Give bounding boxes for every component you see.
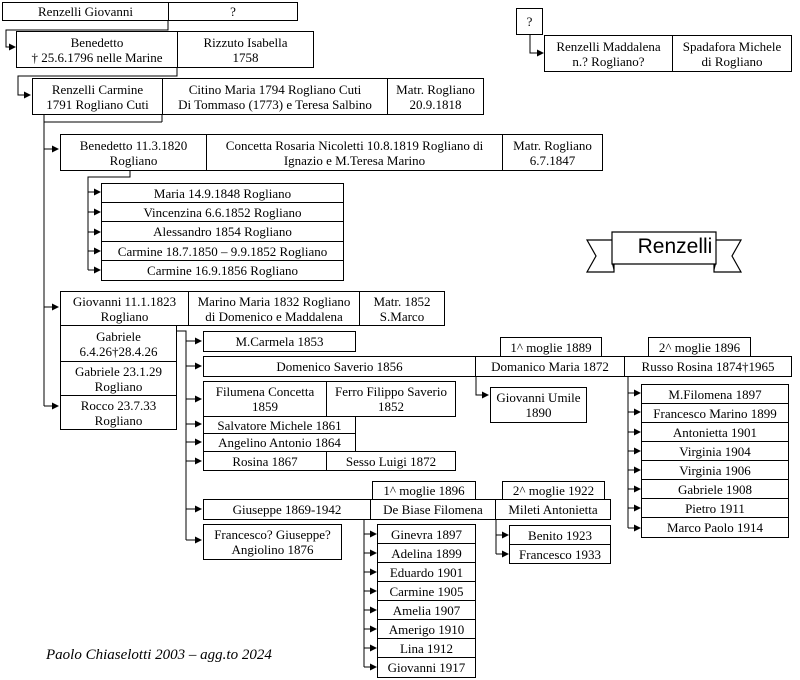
label-domenico-wife1: 1^ moglie 1889 <box>500 337 602 357</box>
person-renzelli-maddalena: Renzelli Maddalena n.? Rogliano? <box>544 35 673 72</box>
spouse-de-biase-filomena: De Biase Filomena <box>370 499 496 520</box>
spouse-rizzuto-isabella: Rizzuto Isabella 1758 <box>177 31 314 68</box>
child-carmine-1850: Carmine 18.7.1850 – 9.9.1852 Rogliano <box>101 241 344 261</box>
child-domenico-saverio: Domenico Saverio 1856 <box>203 356 476 377</box>
spouse-sesso-luigi: Sesso Luigi 1872 <box>326 451 456 471</box>
child-gabriele-1908: Gabriele 1908 <box>641 479 789 499</box>
sibling-rocco-1833: Rocco 23.7.33 Rogliano <box>60 395 177 430</box>
spouse-nicoletti-concetta: Concetta Rosaria Nicoletti 10.8.1819 Rogliano di Ignazio e M.Teresa Marino <box>206 134 503 171</box>
child-amelia-1907: Amelia 1907 <box>377 600 476 620</box>
child-filumena-concetta: Filumena Concetta 1859 <box>203 381 327 417</box>
sibling-gabriele-1826: Gabriele 6.4.26†28.4.26 <box>60 325 177 362</box>
title-text: Renzelli <box>637 235 713 258</box>
spouse-russo-rosina: Russo Rosina 1874†1965 <box>624 356 792 377</box>
child-alessandro-1854: Alessandro 1854 Rogliano <box>101 221 344 242</box>
child-adelina-1899: Adelina 1899 <box>377 543 476 563</box>
child-salvatore-michele: Salvatore Michele 1861 <box>203 416 356 434</box>
marriage-smarco-1852: Matr. 1852 S.Marco <box>359 291 445 326</box>
author-credit: Paolo Chiaselotti 2003 – agg.to 2024 <box>46 647 272 663</box>
spouse-spadafora-michele: Spadafora Michele di Rogliano <box>672 35 792 72</box>
spouse-marino-maria: Marino Maria 1832 Rogliano di Domenico e Maddalena <box>188 291 360 326</box>
unknown-root: ? <box>516 8 543 35</box>
child-francesco-1933: Francesco 1933 <box>509 544 611 564</box>
child-angelino-antonio: Angelino Antonio 1864 <box>203 433 356 452</box>
child-amerigo-1910: Amerigo 1910 <box>377 619 476 639</box>
child-eduardo-1901: Eduardo 1901 <box>377 562 476 582</box>
child-pietro-1911: Pietro 1911 <box>641 498 789 518</box>
child-antonietta-1901: Antonietta 1901 <box>641 422 789 442</box>
child-francesco-marino-1899: Francesco Marino 1899 <box>641 403 789 423</box>
person-benedetto-1820: Benedetto 11.3.1820 Rogliano <box>60 134 207 171</box>
spouse-citino-maria: Citino Maria 1794 Rogliano Cuti Di Tommaso (1773) e Teresa Salbino <box>162 78 388 115</box>
child-virginia-1904: Virginia 1904 <box>641 441 789 461</box>
person-renzelli-giovanni: Renzelli Giovanni <box>2 2 169 21</box>
child-mcarmela-1853: M.Carmela 1853 <box>203 331 356 352</box>
spouse-mileti-antonietta: Mileti Antonietta <box>495 499 611 520</box>
spouse-unknown: ? <box>168 2 298 21</box>
child-mfilomena-1897: M.Filomena 1897 <box>641 384 789 404</box>
child-benito-1923: Benito 1923 <box>509 525 611 545</box>
person-benedetto-1796: Benedetto † 25.6.1796 nelle Marine <box>16 31 178 68</box>
marriage-rogliano-1847: Matr. Rogliano 6.7.1847 <box>502 134 603 171</box>
child-maria-1848: Maria 14.9.1848 Rogliano <box>101 183 344 203</box>
child-marco-paolo-1914: Marco Paolo 1914 <box>641 517 789 538</box>
marriage-rogliano-1818: Matr. Rogliano 20.9.1818 <box>387 78 484 115</box>
child-lina-1912: Lina 1912 <box>377 638 476 658</box>
child-ginevra-1897: Ginevra 1897 <box>377 524 476 544</box>
label-giuseppe-wife2: 2^ moglie 1922 <box>502 481 605 500</box>
spouse-ferro-filippo: Ferro Filippo Saverio 1852 <box>326 381 456 417</box>
person-giovanni-1823: Giovanni 11.1.1823 Rogliano <box>60 291 189 326</box>
child-rosina-1867: Rosina 1867 <box>203 451 327 471</box>
spouse-domanico-maria: Domanico Maria 1872 <box>475 356 625 377</box>
person-renzelli-carmine: Renzelli Carmine 1791 Rogliano Cuti <box>32 78 163 115</box>
child-carmine-1856: Carmine 16.9.1856 Rogliano <box>101 260 344 281</box>
child-virginia-1906: Virginia 1906 <box>641 460 789 480</box>
child-vincenzina-1852: Vincenzina 6.6.1852 Rogliano <box>101 202 344 222</box>
child-giovanni-1917: Giovanni 1917 <box>377 657 476 678</box>
child-giovanni-umile: Giovanni Umile 1890 <box>490 387 587 423</box>
child-francesco-giuseppe: Francesco? Giuseppe? Angiolino 1876 <box>203 524 342 560</box>
child-carmine-1905: Carmine 1905 <box>377 581 476 601</box>
label-giuseppe-wife1: 1^ moglie 1896 <box>372 481 476 500</box>
child-giuseppe-1869: Giuseppe 1869-1942 <box>203 499 371 520</box>
label-domenico-wife2: 2^ moglie 1896 <box>648 337 751 357</box>
sibling-gabriele-1829: Gabriele 23.1.29 Rogliano <box>60 361 177 396</box>
